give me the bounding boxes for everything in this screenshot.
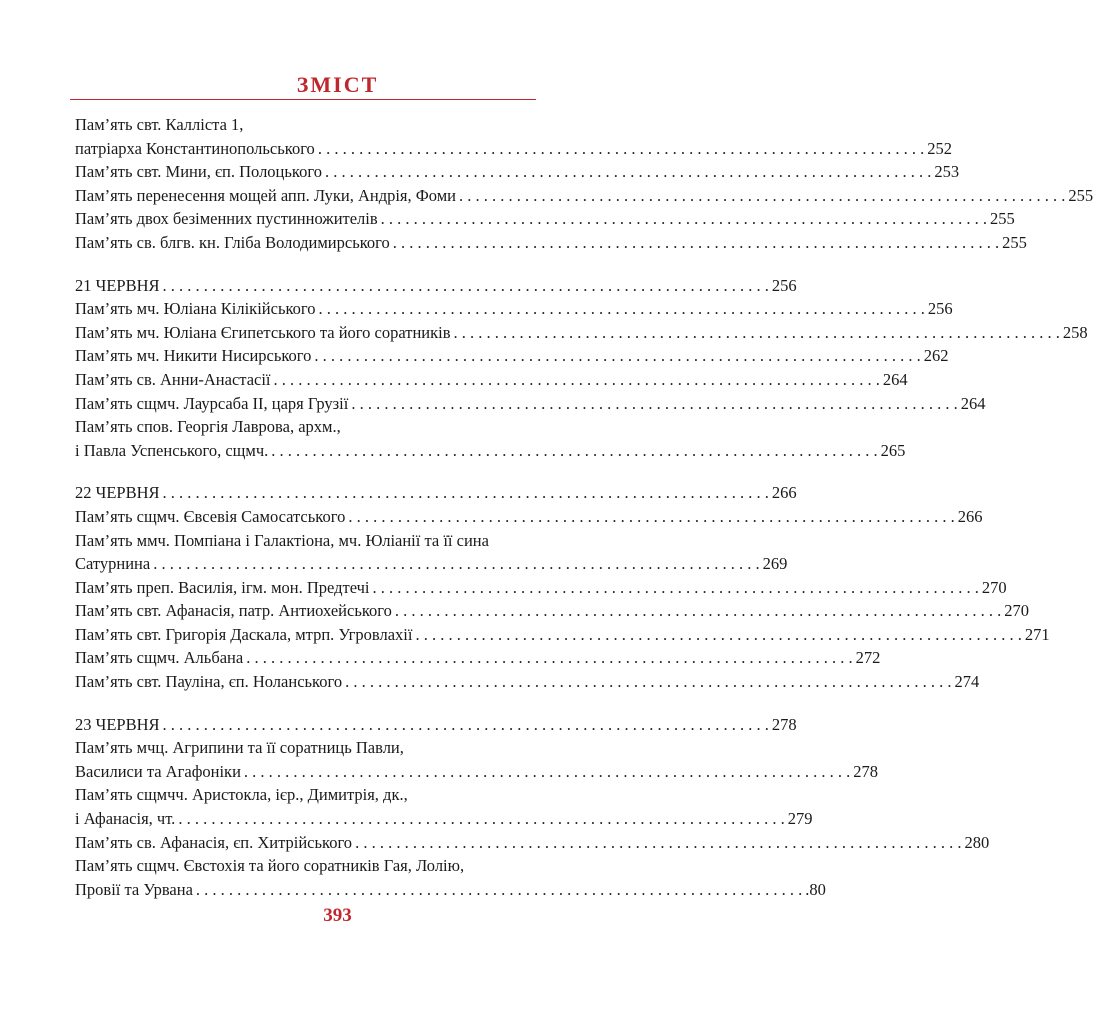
toc-dot-leader [325, 160, 931, 184]
toc-entry-title: Пам’ять свт. Мини, єп. Полоцького [75, 162, 322, 182]
toc-entry-title: Пам’ять свт. Калліста 1, [75, 115, 244, 134]
toc-dot-leader [459, 184, 1065, 208]
toc-dot-leader [345, 670, 951, 694]
toc-entry-page: 256 [771, 275, 797, 295]
toc-entry-page: 269 [762, 554, 788, 574]
toc-dot-leader [246, 646, 852, 670]
toc-entry-page: 266 [957, 506, 983, 526]
toc-entry-title: Пам’ять свт. Афанасія, патр. Антиохейського [75, 601, 392, 621]
toc-entry [75, 646, 881, 670]
toc-entry-title: 22 ЧЕРВНЯ [75, 483, 160, 503]
toc-entry [75, 783, 536, 807]
toc-dot-leader [274, 368, 880, 392]
toc-entry-page: 255 [1002, 232, 1027, 252]
toc-dot-leader [153, 552, 759, 576]
toc-entry-title: Пам’ять мч. Никити Нисирського [75, 346, 312, 366]
toc-dot-leader [163, 274, 769, 298]
toc-entry [75, 505, 983, 529]
toc-entry-title: Пам’ять мч. Юліана Кілікійського [75, 299, 316, 319]
toc-dot-leader [348, 505, 954, 529]
toc-entry-page: 272 [855, 648, 881, 668]
page-number: 393 [323, 905, 352, 926]
toc-entry-page: 255 [1068, 185, 1093, 205]
toc-entry-title: 23 ЧЕРВНЯ [75, 714, 160, 734]
toc-section [75, 274, 1088, 463]
toc-entry-page: 274 [954, 672, 980, 692]
toc-entry [75, 599, 1030, 623]
toc-entry-title: Сатурнина [75, 554, 151, 574]
toc-entry [75, 878, 826, 902]
toc-entry-title: Пам’ять св. Анни-Анастасії [75, 369, 271, 389]
toc-entry-title: патріарха Константинопольського [75, 138, 315, 158]
toc-dot-leader [415, 623, 1021, 647]
toc-entry-title: Пам’ять спов. Георгія Лаврова, архм., [75, 417, 341, 437]
toc-entry-title: Пам’ять мч. Юліана Єгипетського та його соратників [75, 322, 451, 342]
toc-dot-leader [454, 321, 1060, 345]
toc-entry-page: 253 [934, 162, 960, 182]
toc-entry-title: Пам’ять двох безіменних пустинножителів [75, 209, 378, 229]
toc-section [75, 113, 1093, 255]
toc-entry [75, 481, 797, 505]
toc-entry [75, 415, 536, 439]
toc-entry-title: Пам’ять сщмч. Лаурсаба ІІ, царя Грузії [75, 393, 349, 413]
toc-entry [75, 160, 960, 184]
toc-entry-title: Пам’ять св. Афанасія, єп. Хитрійського [75, 832, 353, 852]
toc-entry-title: Пам’ять перенесення мощей апп. Луки, Андрія, Фоми [75, 185, 457, 205]
toc-entry-page: .80 [805, 879, 826, 899]
toc-entry [75, 670, 980, 694]
toc-entry-title: Пам’ять сщмч. Євсевія Самосатського [75, 506, 346, 526]
toc-entry-page: 271 [1024, 624, 1050, 644]
toc-entry-page: 266 [771, 483, 797, 503]
toc-entry-page: 256 [927, 299, 953, 319]
toc-entry [75, 623, 1050, 647]
toc-entry [75, 576, 1007, 600]
toc-entry-title: Василиси та Агафоніки [75, 761, 241, 781]
toc-entry [75, 113, 536, 137]
toc-dot-leader [393, 231, 999, 255]
toc-entry-title: Пам’ять преп. Василія, ігм. мон. Предтечі [75, 577, 370, 597]
page-title: ЗМІСТ [296, 72, 379, 97]
toc-dot-leader [178, 807, 784, 831]
toc-entry [75, 344, 949, 368]
toc-entry-title: і Павла Успенського, сщмч. [75, 440, 269, 460]
toc-dot-leader [395, 599, 1001, 623]
toc-entry [75, 760, 879, 784]
toc-entry [75, 529, 536, 553]
toc-entry [75, 854, 536, 878]
toc-entry-page: 278 [853, 761, 879, 781]
toc-dot-leader [314, 344, 920, 368]
toc-dot-leader [319, 297, 925, 321]
toc-entry-title: Пам’ять свт. Пауліна, єп. Ноланського [75, 672, 343, 692]
toc-entry-page: 270 [981, 577, 1007, 597]
toc-entry [75, 231, 1027, 255]
toc-entry [75, 552, 788, 576]
toc-entry [75, 831, 990, 855]
toc-entry [75, 184, 1093, 208]
toc-entry [75, 137, 952, 161]
toc-entry [75, 807, 813, 831]
toc-entry-page: 264 [960, 393, 986, 413]
toc-entry-page: 252 [927, 138, 952, 158]
toc-dot-leader [373, 576, 979, 600]
toc-entry [75, 297, 953, 321]
toc-dot-leader [196, 878, 802, 902]
toc-dot-leader [351, 392, 957, 416]
toc-dot-leader [318, 137, 924, 161]
table-of-contents [75, 113, 1093, 920]
toc-entry-page: 262 [923, 346, 949, 366]
toc-entry-page: 278 [771, 714, 797, 734]
toc-entry-title: Пам’ять ммч. Помпіана і Галактіона, мч. Юліанії та її сина [75, 530, 489, 550]
toc-entry-title: Пам’ять сщмчч. Аристокла, ієр., Димитрія, дк., [75, 785, 408, 805]
toc-entry-title: Пам’ять свт. Григорія Даскала, мтрп. Угровлахії [75, 624, 413, 644]
toc-entry-page: 255 [990, 209, 1015, 229]
toc-entry [75, 713, 797, 737]
toc-entry-title: Пам’ять сщмч. Євстохія та його соратників Гая, Лолію, [75, 856, 465, 876]
toc-entry [75, 736, 536, 760]
toc-entry-page: 280 [964, 832, 990, 852]
toc-dot-leader [271, 439, 877, 463]
toc-entry [75, 439, 906, 463]
toc-entry-page: 265 [880, 440, 906, 460]
toc-dot-leader [163, 713, 769, 737]
toc-entry-title: Пам’ять мчц. Агрипини та її соратниць Павли, [75, 738, 404, 758]
toc-entry-page: 264 [882, 369, 908, 389]
toc-entry-page: 279 [787, 809, 813, 829]
toc-entry [75, 274, 797, 298]
toc-entry [75, 392, 986, 416]
toc-entry [75, 368, 908, 392]
toc-entry-page: 270 [1004, 601, 1030, 621]
toc-entry-title: і Афанасія, чт. [75, 809, 176, 829]
header-divider [70, 99, 536, 100]
toc-entry-title: Пам’ять сщмч. Альбана [75, 648, 244, 668]
toc-entry-title: Пам’ять св. блгв. кн. Гліба Володимирського [75, 232, 390, 252]
toc-entry-title: 21 ЧЕРВНЯ [75, 275, 160, 295]
toc-section [75, 481, 1050, 693]
toc-dot-leader [163, 481, 769, 505]
toc-dot-leader [381, 207, 987, 231]
toc-dot-leader [244, 760, 850, 784]
toc-section [75, 713, 990, 902]
toc-entry-title: Провії та Урвана [75, 879, 193, 899]
toc-entry [75, 207, 1015, 231]
toc-entry [75, 321, 1088, 345]
toc-entry-page: 258 [1062, 322, 1088, 342]
toc-dot-leader [355, 831, 961, 855]
